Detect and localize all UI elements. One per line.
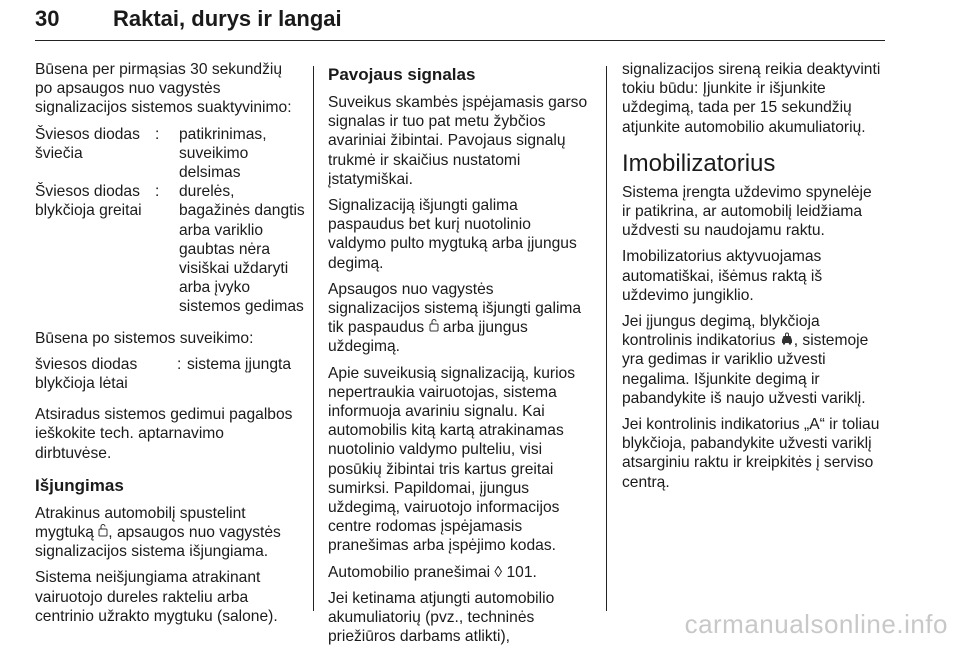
unlock-icon [429,318,439,337]
text-run: arba įjungus uždegimą. [328,319,528,356]
watermark: carmanualsonline.info [684,609,948,639]
paragraph: Signalizaciją išjungti galima paspaudus bet kurį nuotolinio valdymo pulto mygtuką arba įjungus degimą. [328,197,577,272]
list-description: durelės, bagažinės dangtis arba variklio gaubtas nėra visiškai uždaryti arba įvyko sistemos gedimas [179,183,305,316]
paragraph: Imobilizatorius aktyvuojamas automatiškai, išėmus raktą iš uždevimo jungiklio. [622,248,823,304]
text-run: 101. [502,563,537,581]
car-lock-icon [780,331,794,350]
list-description: sistema įjungta [187,355,292,373]
paragraph: Suveikus skambės įspėjamasis garso signalas ir tuo pat metu žybčios avariniai žibintai. Pavojaus signalų trukmė ir skaičius nustatomi įstatymiškai. [328,94,588,188]
list-term: šviesos diodas blykčioja lėtai [35,355,138,393]
text-run: Automobilio pranešimai [328,563,495,581]
paragraph: Atsiradus sistemos gedimui pagalbos ieškokite tech. aptarnavimo dirbtuvėse. [35,406,293,462]
column-2 [328,60,600,653]
text-run: Jei įjungus degimą, blykčioja kontrolinis indikatorius [622,313,820,350]
page-title: Raktai, durys ir langai [113,6,342,31]
list-term: Šviesos diodas šviečia [35,125,140,162]
header-rule [35,40,885,41]
list-item [35,355,305,393]
paragraph: Apie suveikusią signalizaciją, kurios nepertraukia vairuotojas, sistema informuoja avariniu signalu. Kai automobilis kitą kartą atrakinamas nuotolinio valdymo pulteliu, visi posūkių žibintai tris kartus greitai sumirksi. Papildomai, įjungus uždegimą, vairuotojo informacijos centre rodomas įspėjamasis pranešimas arba įspėjimo kodas. [328,364,576,555]
text-run: , apsaugos nuo vagystės signalizacijos sistema išjungiama. [35,524,281,561]
text-run: , sistemoje yra gedimas ir variklio užvesti negalima. Išjunkite degimą ir pabandykite iš naujo užvesti variklį. [622,332,869,407]
paragraph: Jei kontrolinis indikatorius „A“ ir toliau blykčioja, pabandykite užvesti variklį atsarginiu raktu ir kreipkitės į serviso centrą. [622,416,880,491]
column-1 [35,60,305,633]
list-item [35,182,305,316]
section-heading: Pavojaus signalas [328,65,476,84]
column-divider-1 [313,66,314,611]
text-run: Apsaugos nuo vagystės signalizacijos sistemą išjungti galima tik paspaudus [328,280,582,337]
paragraph: signalizacijos sireną reikia deaktyvinti tokiu būdu: Įjunkite ir išjunkite uždegimą, tada per 15 sekundžių atjunkite automobilio akumuliatorių. [622,61,881,136]
section-heading: Išjungimas [35,475,124,495]
page-reference-icon: ◊ [494,563,503,581]
list-item [35,125,305,183]
paragraph [328,563,600,582]
paragraph: Sistema įrengta uždevimo spynelėje ir patikrina, ar automobilį leidžiama uždvesti su naudojamu raktu. [622,183,872,240]
page-number: 30 [35,6,60,31]
list-description: patikrinimas, suveikimo delsimas [179,125,267,182]
text-run: Atrakinus automobilį spustelint mygtuką [35,504,246,542]
paragraph: Sistema neišjungiama atrakinant vairuotojo dureles rakteliu arba centrinio užrakto mygtuku (salone). [35,569,278,625]
list-term: Šviesos diodas blykčioja greitai [35,183,142,220]
paragraph [328,280,600,357]
list-separator: : [177,355,182,373]
column-divider-2 [606,66,607,611]
paragraph [622,312,890,408]
page-header [35,0,885,48]
paragraph: Būsena per pirmąsias 30 sekundžių po apsaugos nuo vagystės signalizacijos sistemos suaktyvinimo: [35,61,292,117]
list-separator: : [155,125,160,143]
unlock-icon [98,523,108,542]
paragraph [35,504,305,562]
column-3 [622,60,890,499]
section-heading: Imobilizatorius [622,149,776,177]
status-list-2 [35,355,305,393]
paragraph: Jei ketinama atjungti automobilio akumuliatorių (pvz., techninės priežiūros darbams atlikti), [328,589,555,646]
list-separator: : [155,183,160,201]
paragraph: Būsena po sistemos suveikimo: [35,329,254,347]
status-list-1 [35,125,305,317]
